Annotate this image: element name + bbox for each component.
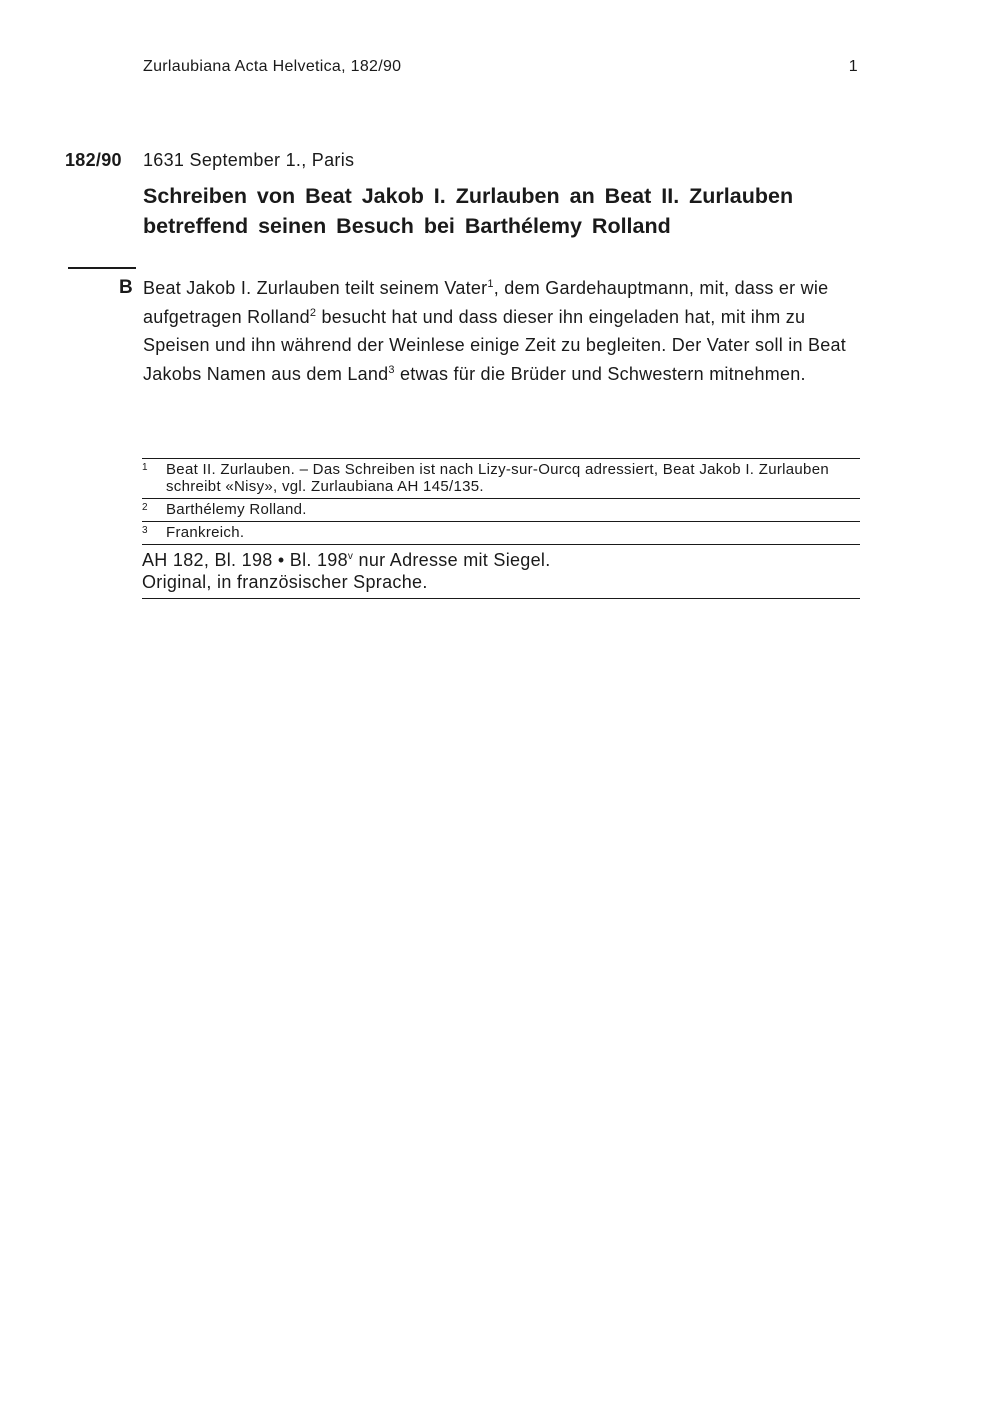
date-place: 1631 September 1., Paris [143,150,355,170]
footnote-1 [142,458,860,498]
source-reference: AH 182, Bl. 198 • Bl. 198 [142,550,348,570]
summary-part-1: Beat Jakob I. Zurlauben teilt seinem Vater [143,278,488,298]
footnote-2 [142,498,860,521]
source-note: nur Adresse mit Siegel. [353,550,551,570]
summary-part-3: besucht hat und dass dieser ihn eingeladen hat, mit ihm zu Speisen und ihn während der Weinlese einige Zeit zu begleiten. Der Vater soll in Beat Jakobs Namen aus dem Land [143,306,846,385]
footnote-number: 1 [142,462,148,473]
document-title: Schreiben von Beat Jakob I. Zurlauben an Beat II. Zurlauben betreffend seinen Besuch bei Barthélemy Rolland [143,184,794,238]
source-line-1 [142,549,860,571]
source-line-2: Original, in französischer Sprache. [142,572,428,592]
summary-text [143,274,863,389]
document-number: 182/90 [65,150,122,170]
footnote-number: 2 [142,502,148,513]
footnote-text: Frankreich. [166,524,245,541]
section-marker: B [119,277,133,298]
critical-apparatus [142,458,860,599]
source-block [142,544,860,599]
running-title: Zurlaubiana Acta Helvetica, 182/90 [143,58,402,75]
footnote-ref-2[interactable]: 2 [309,306,317,319]
summary-part-2: , dem Gardehauptmann, mit, dass er wie aufgetragen Rolland [143,278,829,327]
summary-part-4: etwas für die Brüder und Schwestern mitnehmen. [394,364,806,385]
footnote-ref-1[interactable]: 1 [487,278,494,290]
page-number: 1 [848,58,858,75]
footnote-3 [142,521,860,544]
footnote-text: Barthélemy Rolland. [166,501,307,518]
section-rule [68,267,136,269]
footnote-number: 3 [142,525,148,536]
footnote-ref-3[interactable]: 3 [388,364,395,377]
footnote-text: Beat II. Zurlauben. – Das Schreiben ist nach Lizy-sur-Ourcq adressiert, Beat Jakob I. Zurlauben schreibt «Nisy», vgl. Zurlaubiana AH 145/135. [166,461,829,495]
running-header [143,58,858,80]
verso-mark: v [347,551,354,562]
